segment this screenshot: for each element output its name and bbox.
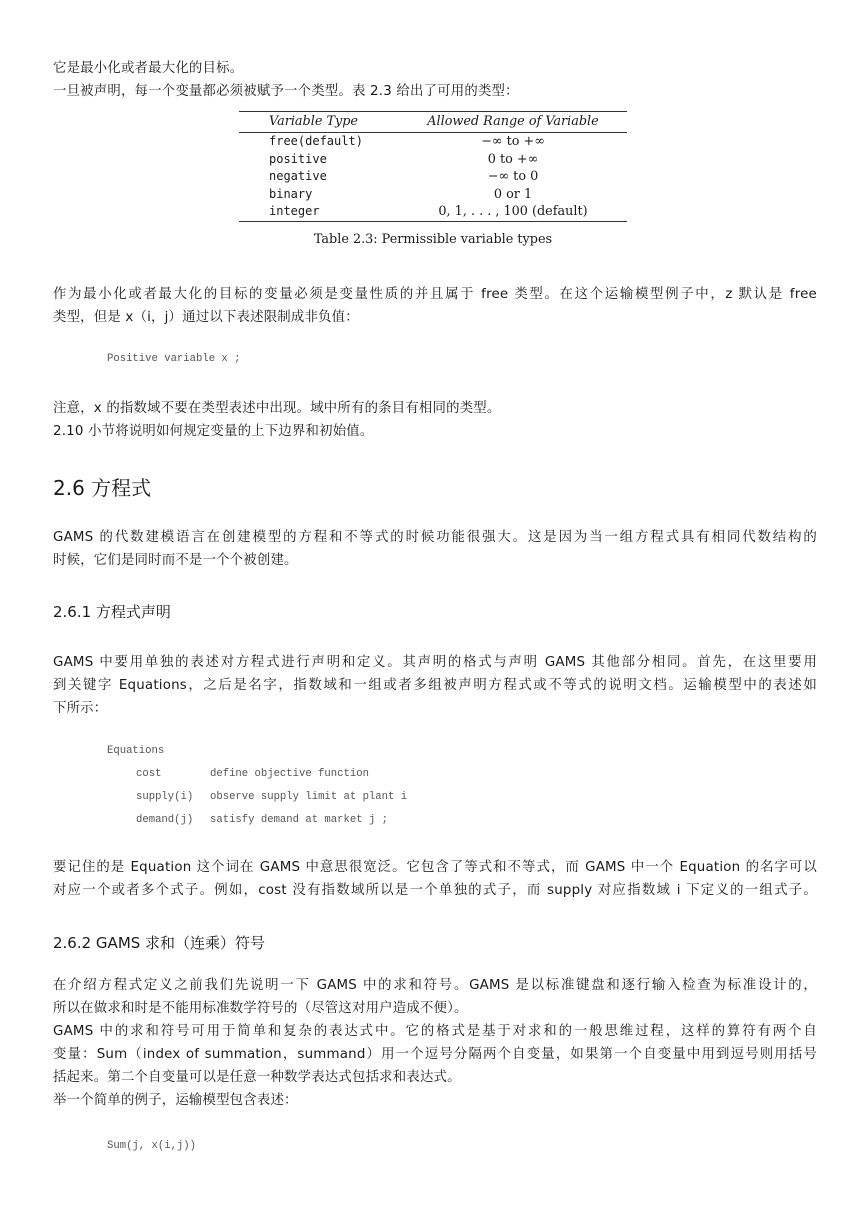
text-line: 括起来。第二个自变量可以是任意一种数学表达式包括求和表达式。	[53, 1070, 461, 1085]
code-equations-keyword: Equations	[107, 745, 165, 757]
section-heading-2-6-2: 2.6.2 GAMS 求和（连乘）符号	[53, 934, 266, 952]
equation-meaning-paragraph	[53, 856, 817, 902]
text-line: 到关键字 Equations，之后是名字，指数域和一组或者多组被声明方程式或不等式的说明文档。运输模型中的表述如	[53, 678, 817, 693]
table-row	[239, 203, 627, 221]
text-line: 举一个简单的例子，运输模型包含表述：	[53, 1093, 298, 1108]
text-line: GAMS 中要用单独的表述对方程式进行声明和定义。其声明的格式与声明 GAMS 其他部分相同。首先，在这里要用	[53, 655, 817, 670]
text-line: 所以在做求和时是不能用标准数学符号的（尽管这对用户造成不便）。	[53, 1001, 468, 1016]
intro-paragraph	[53, 57, 817, 103]
code-positive-variable: Positive variable x ;	[107, 353, 241, 365]
table-cell: integer	[269, 204, 320, 219]
text-line: GAMS 的代数建模语言在创建模型的方程和不等式的时候功能很强大。这是因为当一组方程式具有相同代数结构的	[53, 530, 817, 545]
code-equation-name: demand(j)	[136, 814, 194, 826]
text-line: 一旦被声明，每一个变量都必须被赋予一个类型。表 2.3 给出了可用的类型：	[53, 84, 519, 99]
table-header-row	[239, 112, 627, 131]
section-2-6-1-paragraph	[53, 651, 817, 720]
table-cell: −∞ to +∞	[481, 134, 545, 149]
section-2-6-paragraph	[53, 526, 817, 572]
text-line: 2.10 小节将说明如何规定变量的上下边界和初始值。	[53, 424, 374, 439]
code-equation-name: cost	[136, 768, 162, 780]
free-type-paragraph	[53, 283, 817, 329]
text-line: 它是最小化或者最大化的目标。	[53, 61, 244, 76]
table-cell: −∞ to 0	[487, 169, 539, 185]
table-row	[239, 168, 627, 186]
table-row	[239, 133, 627, 151]
text-line: GAMS 中的求和符号可用于简单和复杂的表达式中。它的格式是基于对求和的一般思维过程，这样的算符有两个自	[53, 1024, 817, 1039]
code-sum-example: Sum(j, x(i,j))	[107, 1140, 197, 1152]
text-line: 变量：Sum（index of summation，summand）用一个逗号分隔两个自变量，如果第一个自变量中用到逗号则用括号	[53, 1047, 817, 1062]
table-bottom-rule	[239, 221, 627, 222]
code-equation-description: define objective function	[210, 768, 369, 780]
table-cell: free(default)	[269, 134, 363, 148]
table-cell: binary	[269, 186, 313, 201]
code-equation-description: observe supply limit at plant i	[210, 791, 408, 803]
table-cell: positive	[269, 151, 327, 166]
table-header-cell: Variable Type	[269, 114, 358, 129]
text-line: 对应一个或者多个式子。例如，cost 没有指数域所以是一个单独的式子，而 supply 对应指数域 i 下定义的一组式子。	[53, 883, 817, 898]
table-row	[239, 186, 627, 204]
text-line: 类型，但是 x（i，j）通过以下表述限制成非负值：	[53, 310, 359, 325]
text-line: 作为最小化或者最大化的目标的变量必须是变量性质的并且属于 free 类型。在这个运输模型例子中，z 默认是 free	[53, 287, 817, 302]
section-heading-2-6: 2.6 方程式	[53, 476, 152, 500]
text-line: 时候，它们是同时而不是一个个被创建。	[53, 553, 298, 568]
text-line: 要记住的是 Equation 这个词在 GAMS 中意思很宽泛。它包含了等式和不等式，而 GAMS 中一个 Equation 的名字可以	[53, 860, 817, 875]
table-caption: Table 2.3: Permissible variable types	[313, 232, 553, 247]
section-heading-2-6-1: 2.6.1 方程式声明	[53, 603, 171, 621]
note-paragraph	[53, 397, 817, 443]
table-row	[239, 151, 627, 169]
code-equation-name: supply(i)	[136, 791, 194, 803]
code-equation-description: satisfy demand at market j ;	[210, 814, 389, 826]
variable-types-table	[239, 111, 627, 222]
table-cell: 0 or 1	[493, 186, 533, 202]
table-cell: 0, 1, . . . , 100 (default)	[438, 204, 588, 220]
table-cell: 0 to +∞	[487, 151, 539, 167]
text-line: 注意，x 的指数域不要在类型表述中出现。域中所有的条目有相同的类型。	[53, 401, 501, 416]
section-2-6-2-paragraph	[53, 974, 817, 1112]
table-header-cell: Allowed Range of Variable	[427, 114, 599, 129]
text-line: 在介绍方程式定义之前我们先说明一下 GAMS 中的求和符号。GAMS 是以标准键盘和逐行输入检查为标准设计的，	[53, 978, 817, 993]
text-line: 下所示：	[53, 701, 108, 716]
table-cell: negative	[269, 169, 327, 184]
